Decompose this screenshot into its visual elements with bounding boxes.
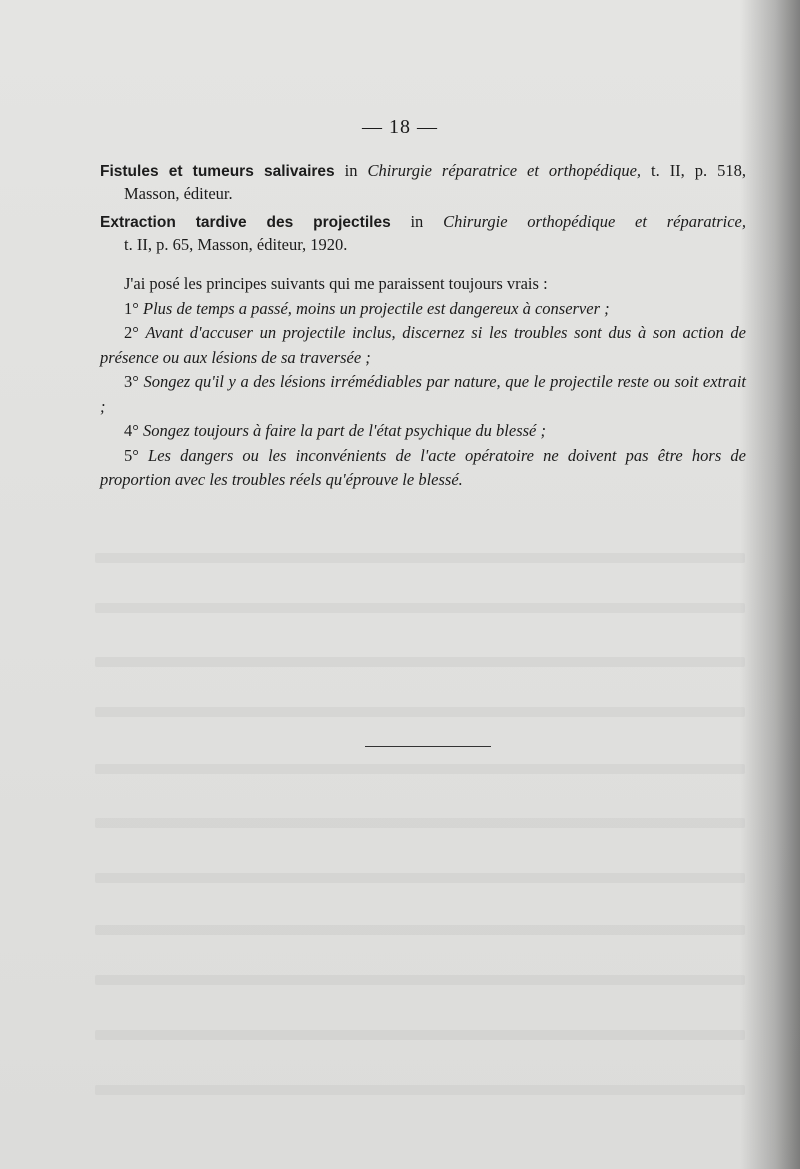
principle-item [100, 370, 746, 419]
principle-text: Songez qu'il y a des lésions irrémédiables par nature, que le projectile reste ou soit extrait ; [100, 372, 746, 416]
principle-item [100, 321, 746, 370]
show-through-line [95, 1085, 745, 1095]
bibliography-entry-1 [100, 160, 746, 205]
principles-section [100, 272, 746, 493]
principle-number: 5° [124, 445, 149, 465]
principle-number: 1° [124, 298, 143, 318]
entry-ref: t. II, p. 518, [641, 161, 747, 180]
show-through-line [95, 553, 745, 563]
principle-item [100, 419, 746, 444]
principle-number: 3° [124, 372, 144, 391]
entry-line [100, 211, 746, 234]
entry-line [100, 160, 746, 183]
entry-continuation: t. II, p. 65, Masson, éditeur, 1920. [124, 235, 348, 254]
entry-source: Chirurgie réparatrice et orthopédique, [367, 161, 642, 180]
principle-text: Songez toujours à faire la part de l'état psychique du blessé ; [142, 421, 546, 440]
entry-title: Extraction tardive des projectiles [100, 214, 391, 231]
entry-connector: in [390, 212, 444, 231]
section-divider-rule [365, 746, 491, 747]
show-through-line [95, 975, 745, 985]
principle-number: 2° [124, 323, 146, 342]
show-through-line [95, 707, 745, 717]
entry-continuation: Masson, éditeur. [124, 184, 233, 203]
principle-item [100, 297, 746, 322]
bibliography-entry-2 [100, 211, 746, 256]
page-number: — 18 — [362, 116, 438, 138]
show-through-line [95, 818, 745, 828]
entry-title: Fistules et tumeurs salivaires [100, 163, 335, 180]
show-through-line [95, 925, 745, 935]
principles-intro: J'ai posé les principes suivants qui me paraissent toujours vrais : [124, 274, 548, 293]
show-through-line [95, 764, 745, 774]
entry-source: Chirurgie orthopédique et réparatrice, [443, 212, 746, 231]
principle-text: Les dangers ou les inconvénients de l'acte opératoire ne doivent pas être hors de proportion avec les troubles réels qu'éprouve le blessé. [100, 445, 746, 489]
principle-text: Avant d'accuser un projectile inclus, discernez si les troubles sont dus à son action de présence ou aux lésions de sa traversée ; [100, 323, 747, 367]
entry-connector: in [334, 161, 368, 180]
show-through-line [95, 1030, 745, 1040]
show-through-line [95, 603, 745, 613]
principle-item [100, 444, 746, 493]
principle-text: Plus de temps a passé, moins un projectile est dangereux à conserver ; [142, 298, 610, 318]
principle-number: 4° [124, 421, 143, 440]
show-through-line [95, 657, 745, 667]
show-through-line [95, 873, 745, 883]
